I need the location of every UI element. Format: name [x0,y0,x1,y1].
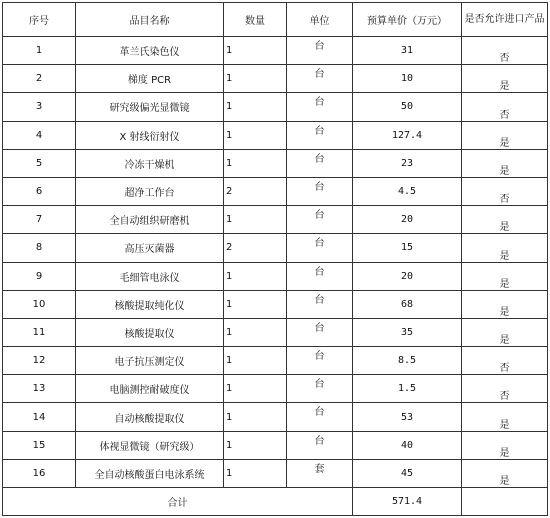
row-item-name: 电脑测控耐破度仪 [76,375,224,403]
row-index: 11 [3,318,76,346]
row-import-allowed: 是 [462,290,548,318]
row-unit: 台 [287,65,353,93]
row-quantity: 1 [224,290,287,318]
table-row [3,318,548,346]
header-price: 预算单价（万元） [353,3,462,37]
table-row [3,262,548,290]
header-quantity: 数量 [224,3,287,37]
row-unit-price: 4.5 [353,177,462,205]
row-index: 6 [3,177,76,205]
row-index: 16 [3,459,76,487]
row-unit-price: 50 [353,93,462,121]
row-item-name: 核酸提取仪 [76,318,224,346]
row-unit: 台 [287,149,353,177]
row-quantity: 1 [224,459,287,487]
row-item-name: 冷冻干燥机 [76,149,224,177]
row-item-name: 核酸提取纯化仪 [76,290,224,318]
row-unit: 台 [287,93,353,121]
row-item-name: 电子抗压测定仪 [76,347,224,375]
row-import-allowed: 否 [462,37,548,65]
row-quantity: 1 [224,206,287,234]
row-index: 2 [3,65,76,93]
row-import-allowed: 否 [462,93,548,121]
row-item-name: 研究级偏光显微镜 [76,93,224,121]
row-unit: 套 [287,459,353,487]
table-row [3,347,548,375]
row-index: 8 [3,234,76,262]
row-item-name: 体视显微镜（研究级） [76,431,224,459]
row-quantity: 1 [224,318,287,346]
row-quantity: 2 [224,177,287,205]
row-import-allowed: 是 [462,206,548,234]
row-quantity: 2 [224,234,287,262]
row-unit: 台 [287,177,353,205]
row-quantity: 1 [224,37,287,65]
row-import-allowed: 是 [462,431,548,459]
row-quantity: 1 [224,262,287,290]
row-item-name: 革兰氏染色仪 [76,37,224,65]
header-index: 序号 [3,3,76,37]
row-unit: 台 [287,37,353,65]
row-index: 14 [3,403,76,431]
header-import: 是否允许进口产品 [462,3,548,37]
table-row [3,121,548,149]
table-row [3,37,548,65]
row-unit: 台 [287,290,353,318]
row-item-name: 高压灭菌器 [76,234,224,262]
row-import-allowed: 是 [462,318,548,346]
row-unit-price: 40 [353,431,462,459]
row-unit: 台 [287,431,353,459]
row-item-name: 毛细管电泳仪 [76,262,224,290]
row-quantity: 1 [224,93,287,121]
row-unit-price: 20 [353,262,462,290]
row-index: 5 [3,149,76,177]
row-unit-price: 20 [353,206,462,234]
row-import-allowed: 是 [462,234,548,262]
table-row [3,431,548,459]
table-row [3,93,548,121]
row-unit: 台 [287,206,353,234]
row-index: 1 [3,37,76,65]
row-unit-price: 23 [353,149,462,177]
row-unit-price: 45 [353,459,462,487]
row-import-allowed: 是 [462,65,548,93]
row-index: 3 [3,93,76,121]
table-row [3,375,548,403]
row-index: 9 [3,262,76,290]
row-unit-price: 8.5 [353,347,462,375]
row-quantity: 1 [224,347,287,375]
table-row [3,403,548,431]
table-row [3,290,548,318]
row-import-allowed: 否 [462,347,548,375]
row-item-name: 超净工作台 [76,177,224,205]
row-item-name: 自动核酸提取仪 [76,403,224,431]
row-import-allowed: 否 [462,177,548,205]
row-index: 15 [3,431,76,459]
row-index: 4 [3,121,76,149]
row-unit: 台 [287,234,353,262]
row-unit: 台 [287,403,353,431]
row-unit-price: 53 [353,403,462,431]
row-quantity: 1 [224,65,287,93]
row-unit-price: 31 [353,37,462,65]
row-unit: 台 [287,318,353,346]
row-unit-price: 127.4 [353,121,462,149]
row-index: 12 [3,347,76,375]
total-import-cell [462,488,548,516]
row-unit: 台 [287,347,353,375]
row-quantity: 1 [224,375,287,403]
row-import-allowed: 否 [462,375,548,403]
row-unit-price: 68 [353,290,462,318]
row-import-allowed: 是 [462,149,548,177]
table-row [3,149,548,177]
row-import-allowed: 是 [462,121,548,149]
table-row [3,206,548,234]
row-import-allowed: 是 [462,262,548,290]
header-name: 品目名称 [76,3,224,37]
row-import-allowed: 是 [462,459,548,487]
table-row [3,459,548,487]
total-label: 合计 [3,488,353,516]
row-quantity: 1 [224,121,287,149]
table-row [3,234,548,262]
row-item-name: 全自动核酸蛋白电泳系统 [76,459,224,487]
row-import-allowed: 是 [462,403,548,431]
total-price: 571.4 [353,488,462,516]
row-index: 13 [3,375,76,403]
total-row [3,488,548,516]
row-unit: 台 [287,262,353,290]
row-unit-price: 15 [353,234,462,262]
row-unit-price: 1.5 [353,375,462,403]
table-row [3,65,548,93]
row-quantity: 1 [224,149,287,177]
budget-table [2,2,548,516]
header-row [3,3,548,37]
table-row [3,177,548,205]
row-index: 10 [3,290,76,318]
row-unit-price: 35 [353,318,462,346]
row-unit: 台 [287,121,353,149]
row-item-name: 梯度 PCR [76,65,224,93]
row-index: 7 [3,206,76,234]
row-item-name: X 射线衍射仪 [76,121,224,149]
row-unit-price: 10 [353,65,462,93]
row-item-name: 全自动组织研磨机 [76,206,224,234]
row-unit: 台 [287,375,353,403]
header-unit: 单位 [287,3,353,37]
row-quantity: 1 [224,431,287,459]
row-quantity: 1 [224,403,287,431]
